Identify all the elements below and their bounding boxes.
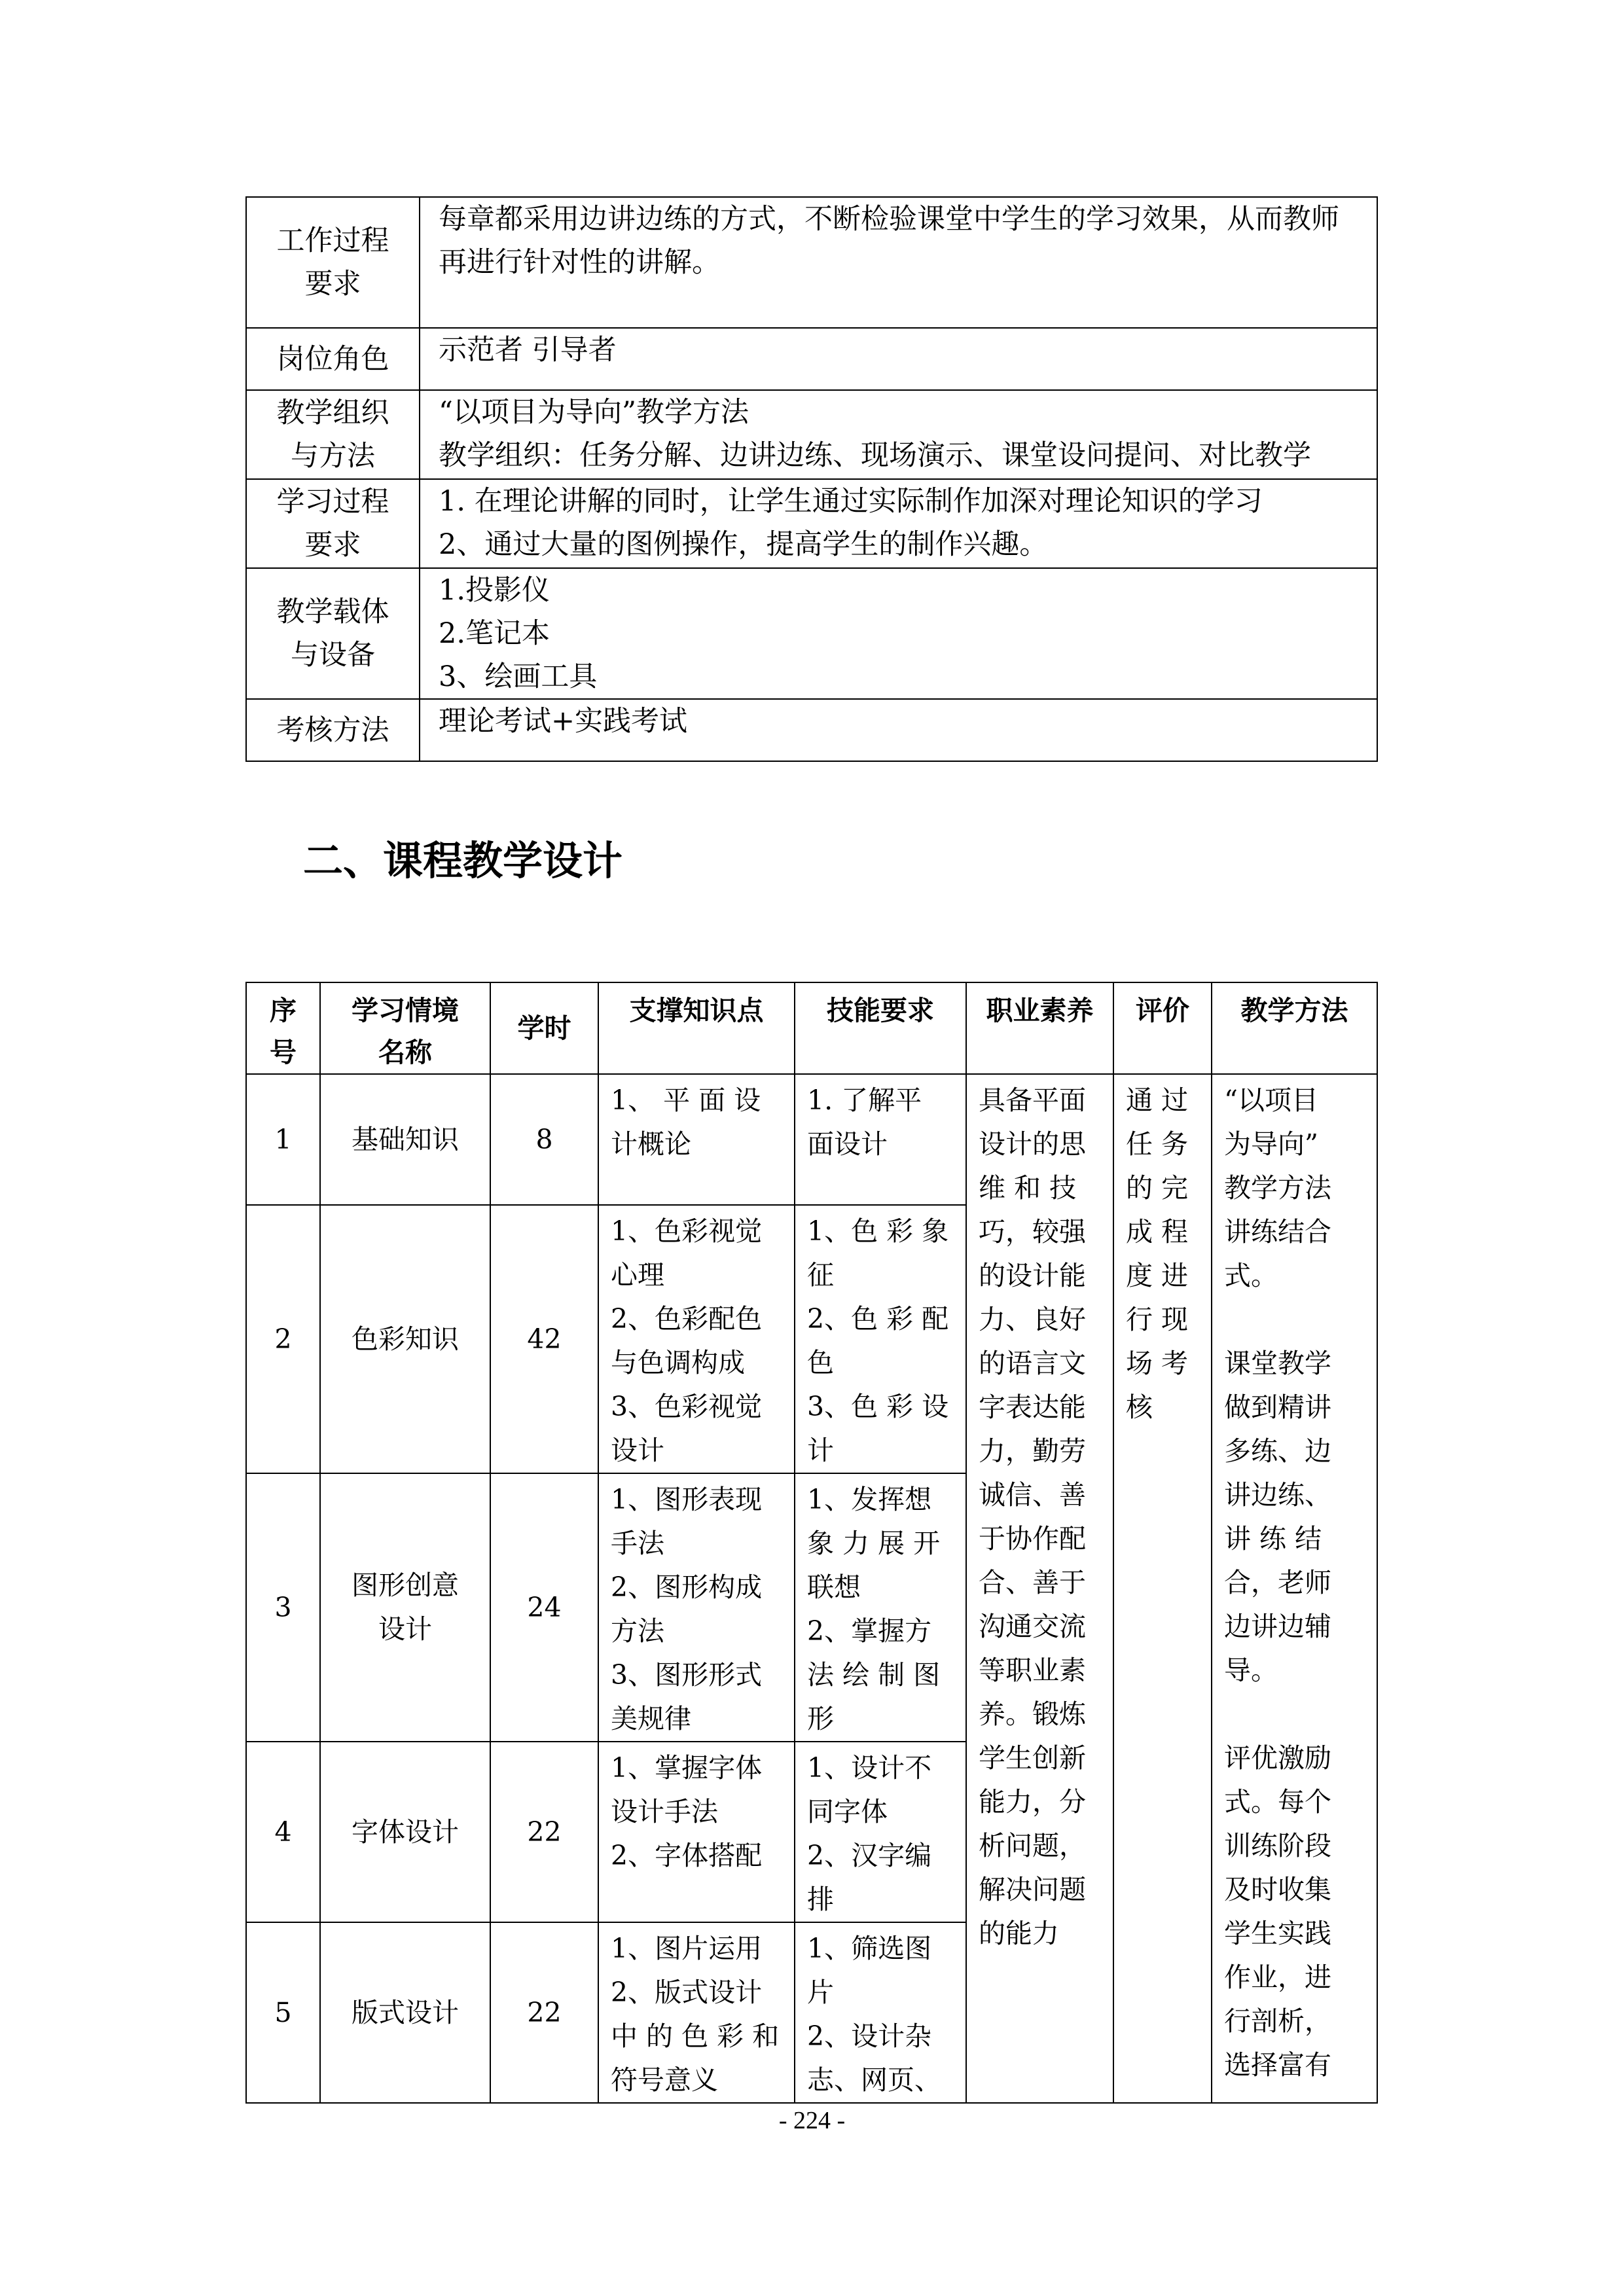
text-line: 面设计 [807,1128,888,1160]
text-line: 图形创意 [352,1570,459,1601]
text-line: 力，勤劳 [979,1435,1086,1467]
text-line: 选择富有 [1224,2049,1331,2081]
info-value [420,699,1377,761]
text-line: 核 [1126,1391,1153,1423]
knowledge-points [598,1742,795,1922]
info-row [246,699,1377,761]
info-label [246,328,420,390]
text-line: 巧，较强 [979,1216,1086,1247]
text-line: 合，老师 [1224,1567,1331,1598]
row-number: 4 [246,1742,320,1922]
text-line: 3、色 彩 设 [807,1391,949,1422]
text-line: 1、图片运用 [611,1933,763,1964]
text-line: 通 过 [1126,1085,1189,1116]
text-line: 字表达能 [979,1391,1086,1423]
row-number: 3 [246,1473,320,1742]
text-line: 评价 [1136,995,1189,1026]
evaluation [1113,1074,1212,2103]
text-line: 的能力 [979,1918,1059,1949]
text-line: 心理 [611,1259,664,1291]
text-line: 1.投影仪 [439,574,550,607]
info-value [420,390,1377,479]
text-line: 1、色彩视觉 [611,1215,763,1247]
text-line: 与色调构成 [611,1347,745,1378]
text-line: 2、掌握方 [807,1615,932,1647]
text-line: 教学方法 [1224,1172,1331,1204]
text-line: “以项目 [1224,1085,1318,1116]
row-hours: 22 [490,1742,598,1922]
text-line: 行 现 [1126,1304,1189,1335]
info-value [420,328,1377,390]
text-line: 2、字体搭配 [611,1840,763,1871]
text-line: 要求 [304,268,361,300]
text-line: 理论考试+实践考试 [439,705,688,738]
text-line: 教学组织 [276,397,389,429]
text-line: 1、掌握字体 [611,1752,763,1784]
text-line: 多练、边 [1224,1435,1331,1467]
text-line: 示范者 引导者 [439,334,617,367]
professional-literacy [966,1074,1113,2103]
text-line: 计概论 [611,1128,691,1160]
text-line: 设计 [611,1435,664,1466]
text-line: 2.笔记本 [439,617,550,650]
text-line: 场 考 [1126,1348,1189,1379]
teaching-method [1212,1074,1377,2103]
row-number: 1 [246,1074,320,1205]
text-line: 技能要求 [827,995,934,1026]
info-row [246,197,1377,328]
text-line: 评优激励 [1224,1742,1331,1774]
text-line: 的设计能 [979,1260,1086,1291]
text-line: 任 务 [1126,1128,1189,1160]
text-line: 联想 [807,1571,861,1603]
text-line: 课堂教学 [1224,1348,1331,1379]
text-line: 2、色彩配色 [611,1303,763,1335]
text-line: 排 [807,1884,834,1915]
text-line: 色彩知识 [352,1323,459,1355]
scenario-name [320,1074,490,1205]
text-line: 岗位角色 [276,342,389,376]
header-scenario-name [320,982,490,1074]
text-line: 教学方法 [1240,995,1348,1026]
header-method [1212,982,1377,1074]
text-line: “以项目为导向”教学方法 [439,396,749,429]
row-hours: 22 [490,1922,598,2103]
text-line: 成 程 [1126,1216,1189,1247]
text-line: 计 [807,1435,834,1466]
design-row [246,1074,1377,1205]
text-line: 能力，分 [979,1786,1086,1818]
text-line: 与方法 [291,440,375,473]
scenario-name [320,1922,490,2103]
text-line: 3、图形形式 [611,1659,763,1691]
text-line: 2、汉字编 [807,1840,932,1871]
text-line: 做到精讲 [1224,1391,1331,1423]
skill-requirements [795,1205,966,1473]
text-line: 1、发挥想 [807,1484,932,1515]
info-row [246,390,1377,479]
text-line: 学生创新 [979,1742,1086,1774]
text-line: 工作过程 [276,224,389,257]
scenario-name [320,1205,490,1473]
text-line: 导。 [1224,1655,1278,1686]
knowledge-points [598,1922,795,2103]
text-line: 度 进 [1126,1260,1189,1291]
info-label [246,197,420,328]
text-line: 象 力 展 开 [807,1528,941,1559]
text-line: 行剖析， [1224,2005,1331,2037]
text-line: 沟通交流 [979,1611,1086,1642]
text-line: 教学载体 [276,596,389,628]
info-label [246,568,420,699]
header-literacy [966,982,1113,1074]
text-line: 式。 [1224,1260,1278,1291]
text-line: 讲 练 结 [1224,1523,1322,1554]
knowledge-points [598,1074,795,1205]
scenario-name [320,1742,490,1922]
text-line: 学时 [517,1013,571,1044]
text-line: 2、设计杂 [807,2020,932,2052]
blank-line [1224,1693,1370,1736]
text-line: 每章都采用边讲边练的方式，不断检验课堂中学生的学习效果，从而教师 [439,203,1339,236]
info-label [246,479,420,568]
knowledge-points [598,1473,795,1742]
text-line: 作业，进 [1224,1962,1331,1993]
text-line: 基础知识 [352,1123,459,1155]
info-row [246,568,1377,699]
text-line: 及时收集 [1224,1874,1331,1905]
text-line: 版式设计 [352,1996,459,2028]
text-line: 符号意义 [611,2064,718,2096]
section-heading: 二、课程教学设计 [303,838,623,884]
text-line: 方法 [611,1615,664,1647]
text-line: 中 的 色 彩 和 [611,2020,780,2052]
page-number: - 224 - [778,2107,846,2134]
text-line: 1、图形表现 [611,1484,763,1515]
info-value [420,479,1377,568]
skill-requirements [795,1742,966,1922]
text-line: 的 完 [1126,1172,1189,1204]
text-line: 2、版式设计 [611,1977,763,2008]
text-line: 征 [807,1259,834,1291]
text-line: 美规律 [611,1703,691,1734]
header-skills [795,982,966,1074]
text-line: 序 [270,995,297,1026]
text-line: 字体设计 [352,1816,459,1848]
text-line: 合、善于 [979,1567,1086,1598]
text-line: 片 [807,1977,834,2008]
text-line: 为导向” [1224,1128,1318,1160]
text-line: 1、设计不 [807,1752,932,1784]
text-line: 讲练结合 [1224,1216,1331,1247]
text-line: 设计手法 [611,1796,718,1827]
text-line: 再进行针对性的讲解。 [439,246,720,279]
text-line: 职业素养 [986,995,1094,1026]
text-line: 2、色 彩 配 [807,1303,949,1335]
header-hours [490,982,598,1074]
header-knowledge [598,982,795,1074]
text-line: 形 [807,1703,834,1734]
info-label [246,390,420,479]
text-line: 于协作配 [979,1523,1086,1554]
text-line: 析问题， [979,1830,1086,1861]
text-line: 2、图形构成 [611,1571,763,1603]
text-line: 考核方法 [276,713,389,747]
text-line: 力、良好 [979,1304,1086,1335]
skill-requirements [795,1922,966,2103]
text-line: 手法 [611,1528,664,1559]
row-hours: 24 [490,1473,598,1742]
text-line: 养。锻炼 [979,1698,1086,1730]
text-line: 1、筛选图 [807,1933,932,1964]
text-line: 名称 [378,1037,432,1068]
knowledge-points [598,1205,795,1473]
text-line: 学习过程 [276,486,389,518]
text-line: 与设备 [291,639,375,672]
skill-requirements [795,1074,966,1205]
text-line: 3、绘画工具 [439,660,598,693]
text-line: 1. 在理论讲解的同时，让学生通过实际制作加深对理论知识的学习 [439,485,1263,518]
text-line: 3、色彩视觉 [611,1391,763,1422]
text-line: 设计的思 [979,1128,1086,1160]
row-number: 2 [246,1205,320,1473]
text-line: 教学组织：任务分解、边讲边练、现场演示、课堂设问提问、对比教学 [439,439,1311,472]
skill-requirements [795,1473,966,1742]
text-line: 设计 [378,1613,432,1645]
text-line: 的语言文 [979,1348,1086,1379]
text-line: 1、色 彩 象 [807,1215,949,1247]
text-line: 志、网页、 [807,2064,941,2096]
text-line: 学习情境 [352,995,459,1026]
header-evaluation [1113,982,1212,1074]
info-value [420,568,1377,699]
text-line: 1、 平 面 设 [611,1085,761,1116]
text-line: 支撑知识点 [629,995,764,1026]
text-line: 维 和 技 [979,1172,1077,1204]
header-no [246,982,320,1074]
text-line: 学生实践 [1224,1918,1331,1949]
info-row [246,328,1377,390]
row-number: 5 [246,1922,320,2103]
text-line: 训练阶段 [1224,1830,1331,1861]
text-line: 诚信、善 [979,1479,1086,1511]
info-label [246,699,420,761]
text-line: 色 [807,1347,834,1378]
course-design-table [245,982,1378,2104]
info-row [246,479,1377,568]
info-value [420,197,1377,328]
text-line: 式。每个 [1224,1786,1331,1818]
text-line: 解决问题 [979,1874,1086,1905]
text-line: 2、通过大量的图例操作，提高学生的制作兴趣。 [439,528,1048,561]
scenario-name [320,1473,490,1742]
text-line: 号 [270,1037,297,1068]
row-hours: 8 [490,1074,598,1205]
text-line: 边讲边辅 [1224,1611,1331,1642]
text-line: 讲边练、 [1224,1479,1331,1511]
text-line: 要求 [304,529,361,562]
text-line: 1. 了解平 [807,1085,922,1116]
blank-line [1224,1298,1370,1342]
course-info-table [245,196,1378,762]
text-line: 等职业素 [979,1655,1086,1686]
text-line: 具备平面 [979,1085,1086,1116]
text-line: 同字体 [807,1796,888,1827]
text-line: 法 绘 制 图 [807,1659,941,1691]
row-hours: 42 [490,1205,598,1473]
